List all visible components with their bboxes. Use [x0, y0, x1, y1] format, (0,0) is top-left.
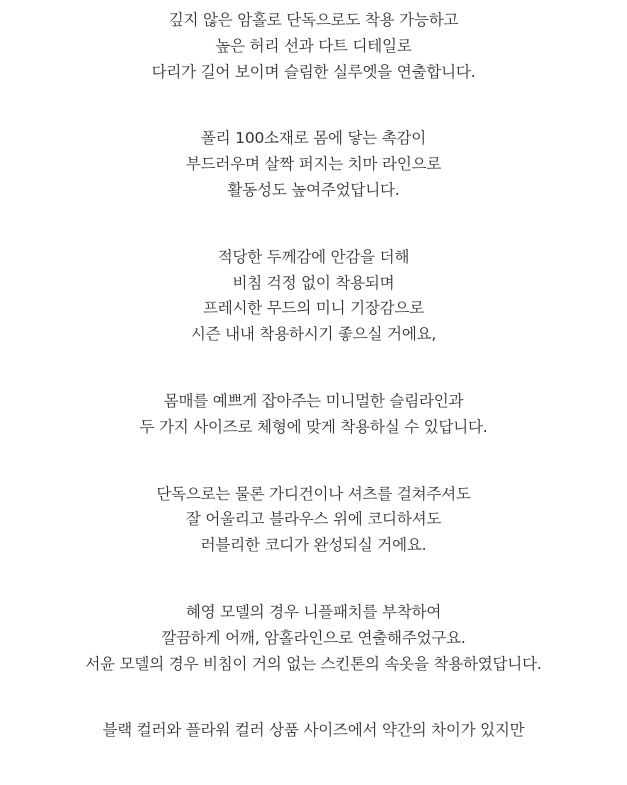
description-paragraph-7	[0, 718, 627, 744]
description-line: 러블리한 코디가 완성되실 거에요.	[200, 536, 427, 555]
description-line: 시즌 내내 착용하시기 좋으실 거에요,	[190, 325, 437, 344]
description-line: 비침 걱정 없이 착용되며	[232, 273, 395, 292]
description-paragraph-2	[0, 126, 627, 203]
description-line: 두 가지 사이즈로 체형에 맞게 착용하실 수 있답니다.	[139, 417, 488, 436]
description-line: 활동성도 높여주었답니다.	[227, 180, 400, 199]
description-line: 단독으로는 물론 가디건이나 셔츠를 걸쳐주셔도	[156, 484, 471, 503]
description-paragraph-6	[0, 600, 627, 677]
description-line: 깔끔하게 어깨, 암홀라인으로 연출해주었구요.	[161, 628, 466, 647]
product-description	[0, 8, 627, 785]
description-paragraph-3	[0, 245, 627, 348]
description-line: 혜영 모델의 경우 니플패치를 부착하여	[185, 602, 442, 621]
description-line: 몸매를 예쁘게 잡아주는 미니멀한 슬림라인과	[163, 391, 464, 410]
description-line: 잘 어울리고 블라우스 위에 코디하셔도	[185, 510, 442, 529]
description-line: 높은 허리 선과 다트 디테일로	[215, 36, 412, 55]
description-paragraph-5	[0, 482, 627, 559]
description-line: 부드러우며 살짝 퍼지는 치마 라인으로	[185, 155, 442, 174]
description-line: 깊지 않은 암홀로 단독으로도 착용 가능하고	[168, 11, 459, 29]
description-line: 다리가 길어 보이며 슬림한 실루엣을 연출합니다.	[151, 62, 476, 81]
description-line: 적당한 두께감에 안감을 더해	[217, 247, 410, 266]
description-paragraph-1	[0, 8, 627, 85]
description-line: 프레시한 무드의 미니 기장감으로	[202, 299, 424, 318]
description-line: 서윤 모델의 경우 비침이 거의 없는 스킨톤의 속옷을 착용하였답니다.	[85, 654, 542, 673]
description-line: 폴리 100소재로 몸에 닿는 촉감이	[200, 129, 427, 148]
description-line: 블랙 컬러와 플라워 컬러 상품 사이즈에서 약간의 차이가 있지만	[102, 721, 525, 740]
description-paragraph-4	[0, 389, 627, 441]
